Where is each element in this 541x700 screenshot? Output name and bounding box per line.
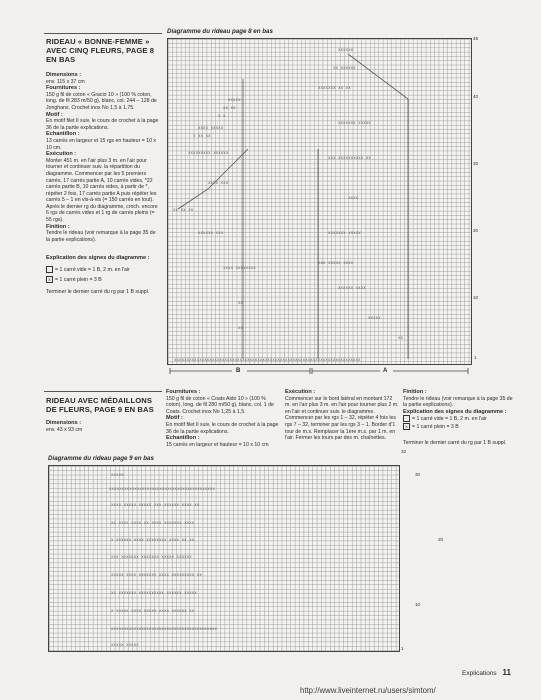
- svg-text:xxxx xxxxx: xxxx xxxxx: [198, 125, 224, 130]
- svg-text:xx xxxxxx: xx xxxxxx: [333, 65, 356, 70]
- diagram1-part-markers: [0, 362, 541, 382]
- section1-legend-empty-row: [46, 266, 160, 273]
- section2-legend-full-row: [403, 423, 515, 430]
- section1-top-rule: [44, 33, 162, 34]
- svg-text:xxxxx: xxxxx: [368, 315, 381, 320]
- svg-text:xxxxxxxxxxxxxxxxxxxxxxxxxxxxxx: xxxxxxxxxxxxxxxxxxxxxxxxxxxxxxxxxxxxxxxxxx: [111, 626, 217, 631]
- diagram1-row-20: 20: [473, 228, 479, 233]
- diagram1-motif-layer: [168, 39, 471, 364]
- section2-legend-empty: = 1 carré vide = 1 B, 2 m. en l'air: [412, 416, 487, 423]
- section1-text-column: [46, 37, 160, 296]
- section1-finition-heading: Finition :: [46, 223, 70, 230]
- section1-dimensions-heading: Dimensions :: [46, 72, 82, 78]
- section1-title: RIDEAU « BONNE-FEMME » AVEC CINQ FLEURS, PAGE 8 EN BAS: [46, 37, 155, 64]
- section1-legend-full-row: [46, 276, 160, 283]
- section2-legend-full: = 1 carré plein = 3 B: [412, 423, 459, 430]
- empty-square-icon: [403, 415, 410, 422]
- svg-text:xxxxxx xxxx: xxxxxx xxxx: [338, 285, 366, 290]
- svg-text:xx: xx: [398, 335, 404, 340]
- section2-title-column: [46, 396, 160, 433]
- svg-text:xxx xxxxxxx xxxxxxx xxxxx: xxx xxxxxxx xxxxxxx xxxxx xxxxxx: [111, 554, 192, 559]
- section1-legend-heading: Explication des signes du diagramme :: [46, 255, 150, 262]
- diagram1-row-1: 1: [474, 355, 477, 360]
- svg-text:xxxxx: xxxxx: [111, 472, 124, 477]
- section2-motif-heading: Motif :: [166, 415, 183, 422]
- section2-dimensions: env. 43 x 93 cm: [46, 426, 83, 433]
- section1-fournitures: 150 g fil de coton « Gracio 10 » (100 % coton, long. de fil 283 m/50 g), blanc, col. 244 – 128 de Jonghans. Crochet inox No 1,5 à 1,75.: [46, 91, 157, 111]
- section2-col-finition: [403, 389, 515, 447]
- section2-fournitures-heading: Fournitures :: [166, 389, 201, 395]
- svg-text:xx xx xx: xx xx xx: [173, 207, 194, 212]
- diagram1-row-40: 40: [473, 94, 479, 99]
- diagram2-grid: [48, 465, 400, 652]
- section1-legend-empty: = 1 carré vide = 1 B, 2 m. en l'air: [55, 266, 130, 273]
- section2-finition: Tendre le rideau (voir remarque à la page 35 de la partie explications).: [403, 395, 513, 409]
- section2-motif: En motif filet Il suiv. le cours de crochet à la page 36 de la partie explications.: [166, 421, 279, 435]
- section1-execution: Monter 451 m. en l'air plus 3 m. en l'air pour tourner et continuer suiv. la répartition du diagramme. Commencer par les 5 premiers carrés, 17 carrés partie A, 10 carrés vides, *22 carrés partie B, 10 carrés vides, à partir de *, répéter 2 fois, 17 carrés partie A puis répéter les carrés 5 – 1 en vis-à-vis (= 150 carrés en tout). Après le dernier rg du diagramme, croch. encore 6 rgs de carrés vides et 1 rg de carrés pleins (= 55 rgs).: [46, 157, 158, 224]
- section2-fournitures: 150 g fil de coton « Coats Aido 10 » (100 % coton), long. de fil 280 m/50 g), blanc, col. 1 de Coats. Crochet inox No 1,25 à 1,5.: [166, 395, 274, 415]
- section1-motif-heading: Motif :: [46, 111, 63, 118]
- section2-execution: Commencer sur le bord latéral en montant 172 m. en l'air plus 3 m. en l'air pour tourner plus 2 m. en l'air et continuer suiv. le diagramme. Commencer par les rgs 1 – 32, répéter 4 fois les rgs 7 – 32, terminer par les rgs 3 – 1. Border d'1 tour de m.s. Remplacer la 1ère m.s. par 1 m. en l'air. Fermer les tours par des m. chaînettes.: [285, 395, 399, 442]
- section1-dimensions: env. 115 x 37 cm: [46, 78, 85, 85]
- svg-text:xxxxxx: xxxxxx: [338, 47, 354, 52]
- svg-text:x xxxxxx xxxx xxxxxxxx: x xxxxxx xxxx xxxxxxxx xxxx xx xx: [111, 537, 195, 542]
- empty-square-icon: [46, 266, 53, 273]
- svg-text:xxxxxx xxx: xxxxxx xxx: [198, 230, 224, 235]
- diagram1-row-10: 10: [473, 295, 479, 300]
- svg-text:xxxxx: xxxxx xxxxx: [111, 642, 139, 647]
- section1-echantillon: 13 carrés en largeur et 15 rgs en hauteur = 10 x 10 cm.: [46, 137, 157, 151]
- svg-text:xxxx xxxxx xxxxx xxx xxxx: xxxx xxxxx xxxxx xxx xxxxxx xxxx xx: [111, 502, 200, 507]
- diagram2-row-20: 20: [438, 537, 444, 542]
- diagram2-row-32: 32: [401, 449, 407, 454]
- diagram2-motif-layer: [49, 466, 399, 651]
- section1-motif: En motif filet Il suiv. le cours de crochet à la page 36 de la partie explications.: [46, 118, 159, 131]
- svg-text:xxxxxxxxxxxxxxxxxxxxxxxxxxxxxx: xxxxxxxxxxxxxxxxxxxxxxxxxxxxxxxxxxxxxxxxxxxxxxxxxxxxxxxxxxxxxxxxxxxxxxxxxx: [174, 357, 361, 362]
- section2-echantillon: 15 carrés en largeur et hauteur = 10 x 10 cm: [166, 441, 269, 448]
- svg-text:xxxxxxxxx xxxxxx: xxxxxxxxx xxxxxx: [188, 150, 229, 155]
- section2-legend-empty-row: [403, 415, 515, 422]
- filled-square-icon: X: [46, 276, 53, 283]
- section1-finition: Tendre le rideau (voir remarque à la page 35 de la partie explications).: [46, 230, 156, 243]
- section1-fournitures-heading: Fournitures :: [46, 85, 81, 92]
- diagram2-row-30: 30: [415, 472, 421, 477]
- svg-text:x xx xx: x xx xx: [193, 133, 211, 138]
- svg-text:x x: x x: [218, 113, 226, 118]
- section2-top-rule: [44, 391, 162, 392]
- diagram1-label-a: A: [383, 368, 388, 374]
- section2-finition-heading: Finition :: [403, 389, 427, 395]
- svg-text:xx: xx: [238, 325, 244, 330]
- svg-text:xxx xxxxxxxxxx xx: xxx xxxxxxxxxx xx: [328, 155, 371, 160]
- svg-text:xx xxxx xxxx xx xxxx xxx: xx xxxx xxxx xx xxxx xxxxxxx xxxx: [111, 520, 195, 525]
- diagram2-caption: Diagramme du rideau page 9 en bas: [48, 455, 154, 462]
- diagram2-row-1: 1: [401, 646, 404, 651]
- section1-final-note: Terminer le dernier carré du rg par 1 B suppl.: [46, 288, 150, 295]
- svg-text:xxxx xxx: xxxx xxx: [208, 180, 229, 185]
- diagram1-row-30: 30: [473, 161, 479, 166]
- svg-text:xxxxxxxxxxxxxxxxxxxxxxxxxxxxxx: xxxxxxxxxxxxxxxxxxxxxxxxxxxxxxxxxxxxxxxxxx: [109, 486, 215, 491]
- watermark-url: http://www.liveinternet.ru/users/simtom/: [300, 686, 436, 695]
- section2-legend-heading: Explication des signes du diagramme :: [403, 408, 507, 415]
- svg-text:x xxxxx xxxx xxxxx xxxx: x xxxxx xxxx xxxxx xxxx xxxxxx xx: [111, 608, 195, 613]
- svg-text:xxxxx: xxxxx: [228, 97, 241, 102]
- footer-page-number: 11: [502, 668, 511, 677]
- svg-text:xxxxxxx xxxxx: xxxxxxx xxxxx: [328, 230, 361, 235]
- diagram2-row-10: 10: [415, 602, 421, 607]
- section2-col-fournitures: [166, 389, 280, 448]
- diagram1-grid: [167, 38, 472, 365]
- section1-legend-full: = 1 carré plein = 3 B: [55, 276, 102, 283]
- diagram1-caption: Diagramme du rideau page 8 en bas: [167, 28, 273, 35]
- filled-square-icon: X: [403, 423, 410, 430]
- svg-text:xx xxxxxxx xxxxxxxxxx xxxx: xx xxxxxxx xxxxxxxxxx xxxxxx xxxxx: [111, 590, 197, 595]
- diagram1-label-b: B: [236, 368, 241, 374]
- section2-col-execution: [285, 389, 399, 442]
- svg-text:xx: xx: [238, 300, 244, 305]
- section2-title: RIDEAU AVEC MÉDAILLONS DE FLEURS, PAGE 9 EN BAS: [46, 396, 154, 414]
- diagram1-row-48: 48: [473, 36, 479, 41]
- footer-section-label: [462, 668, 511, 677]
- svg-text:xx xx: xx xx: [223, 105, 236, 110]
- section2-final-note: Terminer le dernier carré du rg par 1 B suppl.: [403, 440, 507, 447]
- section1-execution-heading: Exécution :: [46, 151, 77, 158]
- section2-dimensions-heading: Dimensions :: [46, 420, 82, 426]
- footer-section: Explications: [462, 670, 497, 677]
- section2-echantillon-heading: Echantillon :: [166, 435, 200, 442]
- svg-text:xxxx: xxxx: [348, 195, 359, 200]
- svg-text:xxxxxxx xx xx: xxxxxxx xx xx: [318, 85, 351, 90]
- section1-echantillon-heading: Echantillon :: [46, 131, 80, 138]
- section2-execution-heading: Exécution :: [285, 389, 316, 395]
- svg-text:xxxxx xxxx xxxxxxx xxxx: xxxxx xxxx xxxxxxx xxxx xxxxxxxxx xx: [111, 572, 202, 577]
- svg-text:xxxx xxxxxxxx: xxxx xxxxxxxx: [223, 265, 256, 270]
- svg-text:xxxxxxx xxxxx: xxxxxxx xxxxx: [338, 120, 371, 125]
- svg-text:xxx xxxxx xxxx: xxx xxxxx xxxx: [318, 260, 354, 265]
